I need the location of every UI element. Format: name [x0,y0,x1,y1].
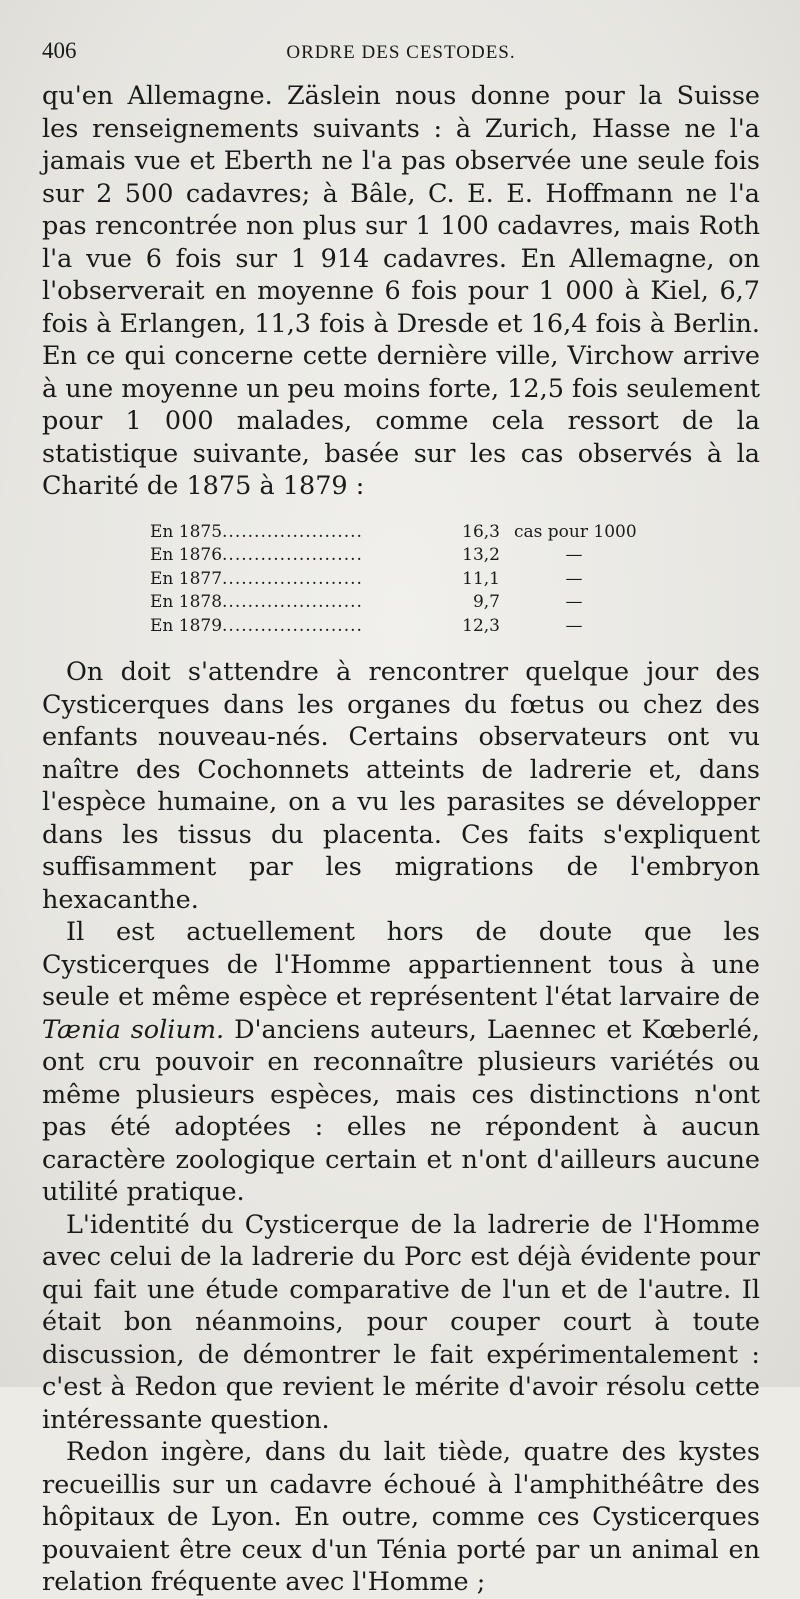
stats-row [150,544,670,568]
statistics-table [150,521,670,639]
stats-year: En 1879 [150,615,223,636]
leader-dots: ...................... [222,545,363,565]
paragraph-3 [42,916,760,1209]
stats-note: — [565,615,583,636]
stats-note: — [565,545,583,565]
paragraph-4: L'identité du Cysticerque de la ladrerie de l'Homme avec celui de la ladrerie du Porc est déjà évidente pour qui fait une étude comparative de l'un et de l'autre. Il était bon néanmoins, pour couper court à toute discussion, de démontrer le fait expérimentalement : c'est à Redon que revient le mérite d'avoir résolu cette intéressante question. [42,1209,760,1435]
paragraph-3-text-b: D'anciens auteurs, Laennec et Kœberlé, ont cru pouvoir en reconnaître plusieurs variétés ou même plusieurs espèces, mais ces distinctions n'ont pas été adoptées : elles ne répondent à aucun caractère zoologique certain et n'ont d'ailleurs aucune utilité pratique. [42,1014,761,1207]
stats-row [150,568,670,592]
stats-note: cas pour 1000 [514,521,637,542]
stats-year: En 1878 [150,592,223,612]
stats-row [150,521,670,545]
leader-dots: ...................... [222,521,363,542]
stats-row [150,591,670,615]
stats-year: En 1877 [150,568,223,589]
paragraph-2: On doit s'attendre à rencontrer quelque jour des Cysticerques dans les organes du fœtus ou chez des enfants nouveau-nés. Certains observateurs ont vu naître des Cochonnets atteints de ladrerie et, dans l'espèce humaine, on a vu les parasites se développer dans les tissus du placenta. Ces faits s'expliquent suffisamment par les migrations de l'embryon hexacanthe. [42,657,760,915]
stats-value: 11,1 [462,568,500,589]
leader-dots: ...................... [222,592,363,612]
running-title: ORDRE DES CESTODES. [286,42,516,63]
page-body [42,80,760,1599]
stats-row [150,615,670,639]
species-name: Tænia solium. [42,1014,225,1045]
leader-dots: ...................... [222,568,363,589]
stats-year: En 1875 [150,521,223,542]
paragraph-3-text-a: Il est actuellement hors de doute que les Cysticerques de l'Homme appartiennent tous à une seule et même espèce et représentent l'état larvaire de [42,917,760,1012]
stats-note: — [565,592,583,612]
stats-value: 16,3 [462,521,500,542]
stats-value: 12,3 [462,615,500,636]
leader-dots: ...................... [222,615,363,636]
paragraph-5: Redon ingère, dans du lait tiède, quatre des kystes recueillis sur un cadavre échoué à l'amphithéâtre des hôpitaux de Lyon. En outre, comme ces Cysticerques pouvaient être ceux d'un Ténia porté par un animal en relation fréquente avec l'Homme ; [42,1437,760,1597]
stats-year: En 1876 [150,545,223,565]
stats-note: — [565,568,583,589]
stats-value: 13,2 [462,545,500,565]
page-header [42,38,760,68]
stats-value: 9,7 [472,592,500,612]
paragraph-1: qu'en Allemagne. Zäslein nous donne pour la Suisse les renseignements suivants : à Zurich, Hasse ne l'a jamais vue et Eberth ne l'a pas observée une seule fois sur 2 500 cadavres; à Bâle, C. E. E. Hoffmann ne l'a pas rencontrée non plus sur 1 100 cadavres, mais Roth l'a vue 6 fois sur 1 914 cadavres. En Allemagne, on l'observerait en moyenne 6 fois pour 1 000 à Kiel, 6,7 fois à Erlangen, 11,3 fois à Dresde et 16,4 fois à Berlin. En ce qui concerne cette dernière ville, Virchow arrive à une moyenne un peu moins forte, 12,5 fois seulement pour 1 000 malades, comme cela ressort de la statistique suivante, basée sur les cas observés à la Charité de 1875 à 1879 : [42,81,760,501]
page-number: 406 [42,38,77,63]
